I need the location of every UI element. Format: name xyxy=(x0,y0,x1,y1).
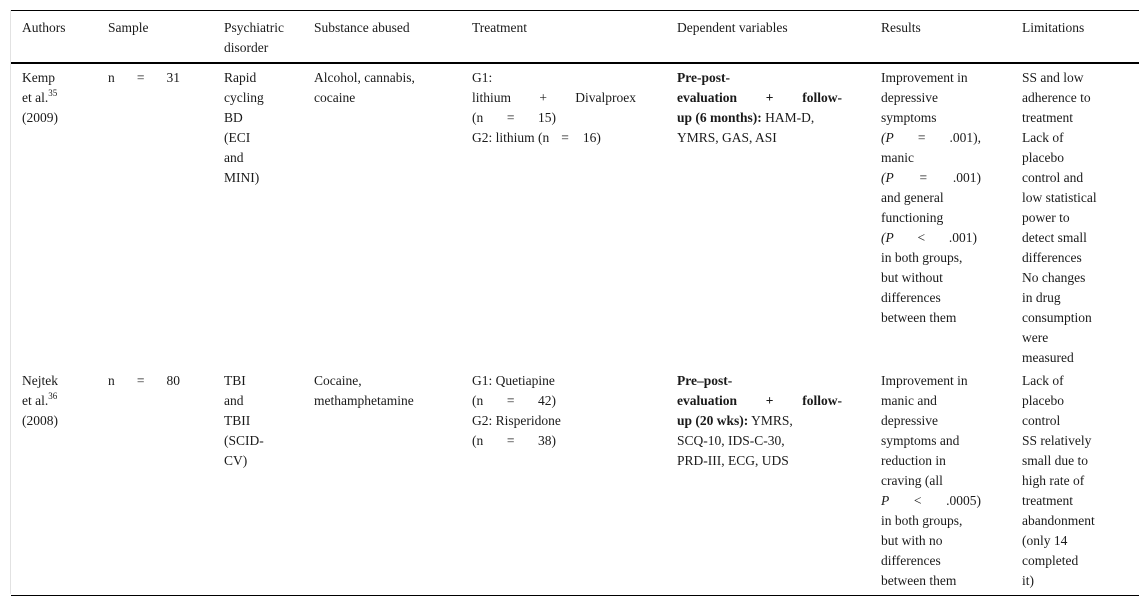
dependent-line: Pre-post- xyxy=(677,70,730,85)
study-table xyxy=(11,10,1139,596)
dependent-word: up (20 wks): xyxy=(677,413,749,428)
treatment-word: (n xyxy=(472,393,484,408)
results-word: = xyxy=(917,130,926,145)
treatment-word: = xyxy=(506,393,515,408)
treatment-line xyxy=(472,431,556,451)
disorder-line: TBI xyxy=(224,373,246,388)
limitations-line: Lack of xyxy=(1022,373,1064,388)
treatment-word: (n xyxy=(472,110,484,125)
results-line: in both groups, xyxy=(881,250,963,265)
dependent-line xyxy=(677,108,881,128)
sample-n: n xyxy=(108,70,115,85)
treatment-line xyxy=(472,108,556,128)
results-line: differences xyxy=(881,553,941,568)
results-word: < xyxy=(917,230,926,245)
dependent-line xyxy=(677,88,842,108)
sample-eq: = xyxy=(136,70,145,85)
results-word: (P xyxy=(881,170,894,185)
results-word: .0005) xyxy=(946,493,981,508)
results-word: (P xyxy=(881,130,894,145)
dependent-word: HAM-D, xyxy=(761,110,815,125)
treatment-word: 38) xyxy=(538,433,556,448)
header-substance: Substance abused xyxy=(314,20,410,35)
results-line: symptoms and xyxy=(881,433,960,448)
treatment-word: = xyxy=(506,110,515,125)
limitations-line: detect small xyxy=(1022,230,1087,245)
limitations-line: high rate of xyxy=(1022,473,1085,488)
disorder-line: and xyxy=(224,150,244,165)
authors-name: Kemp xyxy=(22,70,55,85)
limitations-line: (only 14 xyxy=(1022,533,1068,548)
results-word: (P xyxy=(881,230,894,245)
header-row xyxy=(11,11,1139,64)
treatment-line xyxy=(472,128,677,148)
sample-value xyxy=(108,68,180,88)
results-word: .001) xyxy=(952,170,981,185)
authors-etal-text: et al. xyxy=(22,393,49,408)
table-row xyxy=(11,63,1139,368)
results-line xyxy=(881,128,981,148)
limitations-line: adherence to xyxy=(1022,90,1091,105)
dependent-word: evaluation xyxy=(677,90,738,105)
dependent-line: YMRS, GAS, ASI xyxy=(677,130,777,145)
cell-dependent-variables xyxy=(677,368,881,596)
limitations-line: placebo xyxy=(1022,150,1064,165)
header-treatment: Treatment xyxy=(472,20,527,35)
disorder-line: BD xyxy=(224,110,243,125)
treatment-word: Divalproex xyxy=(575,90,636,105)
treatment-line: G2: Risperidone xyxy=(472,413,561,428)
substance-line: Alcohol, cannabis, xyxy=(314,70,415,85)
disorder-line: Rapid xyxy=(224,70,257,85)
results-line xyxy=(881,168,981,188)
results-line: differences xyxy=(881,290,941,305)
treatment-word: 16) xyxy=(582,130,601,145)
results-line: manic and xyxy=(881,393,937,408)
dependent-line: Pre–post- xyxy=(677,373,733,388)
cell-treatment xyxy=(472,63,677,368)
treatment-line xyxy=(472,88,636,108)
results-word: = xyxy=(919,170,928,185)
treatment-line: G1: Quetiapine xyxy=(472,373,555,388)
results-line: between them xyxy=(881,310,957,325)
limitations-line: consumption xyxy=(1022,310,1092,325)
results-word: P xyxy=(881,493,890,508)
results-line: craving (all xyxy=(881,473,943,488)
cell-disorder xyxy=(224,63,314,368)
cell-authors xyxy=(11,63,108,368)
limitations-line: were xyxy=(1022,330,1049,345)
dependent-line xyxy=(677,411,881,431)
header-sample: Sample xyxy=(108,20,149,35)
sample-number: 80 xyxy=(166,373,180,388)
treatment-word: = xyxy=(506,433,515,448)
results-line: in both groups, xyxy=(881,513,963,528)
limitations-line: abandonment xyxy=(1022,513,1095,528)
results-line xyxy=(881,228,977,248)
dependent-word: + xyxy=(765,393,774,408)
limitations-line: power to xyxy=(1022,210,1070,225)
authors-year: (2009) xyxy=(22,110,58,125)
table-row xyxy=(11,368,1139,596)
cell-sample xyxy=(108,63,224,368)
sample-number: 31 xyxy=(166,70,180,85)
header-psychiatric-disorder xyxy=(224,11,314,64)
cell-limitations xyxy=(1022,368,1139,596)
disorder-line: MINI) xyxy=(224,170,260,185)
dependent-word: follow- xyxy=(802,90,842,105)
header-psychiatric-line2: disorder xyxy=(224,40,269,55)
limitations-line: control and xyxy=(1022,170,1084,185)
results-line: but with no xyxy=(881,533,943,548)
limitations-line: it) xyxy=(1022,573,1034,588)
results-word: .001), xyxy=(949,130,981,145)
limitations-line: placebo xyxy=(1022,393,1064,408)
treatment-word: + xyxy=(539,90,547,105)
disorder-line: (ECI xyxy=(224,130,251,145)
dependent-word: YMRS, xyxy=(748,413,793,428)
treatment-line xyxy=(472,391,556,411)
results-line: functioning xyxy=(881,210,944,225)
dependent-line: SCQ-10, IDS-C-30, xyxy=(677,433,785,448)
limitations-line: SS and low xyxy=(1022,70,1084,85)
limitations-line: control xyxy=(1022,413,1061,428)
cell-sample xyxy=(108,368,224,596)
substance-line: methamphetamine xyxy=(314,393,414,408)
treatment-word: 42) xyxy=(538,393,556,408)
results-line: and general xyxy=(881,190,944,205)
results-line: but without xyxy=(881,270,943,285)
cell-treatment xyxy=(472,368,677,596)
disorder-line: cycling xyxy=(224,90,264,105)
dependent-word: follow- xyxy=(802,393,842,408)
limitations-line: No changes xyxy=(1022,270,1086,285)
dependent-line: PRD-III, ECG, UDS xyxy=(677,453,789,468)
cell-dependent-variables xyxy=(677,63,881,368)
results-line: reduction in xyxy=(881,453,946,468)
results-line: manic xyxy=(881,150,914,165)
substance-line: cocaine xyxy=(314,90,356,105)
cell-disorder xyxy=(224,368,314,596)
disorder-line: TBII xyxy=(224,413,251,428)
cell-limitations xyxy=(1022,63,1139,368)
reference-superscript: 36 xyxy=(48,391,58,401)
header-psychiatric-line1: Psychiatric xyxy=(224,20,284,35)
authors-etal xyxy=(22,391,108,411)
treatment-word: lithium xyxy=(472,90,512,105)
treatment-word: 15) xyxy=(538,110,556,125)
disorder-line: CV) xyxy=(224,453,248,468)
reference-superscript: 35 xyxy=(48,88,58,98)
dependent-word: + xyxy=(765,90,774,105)
limitations-line: low statistical xyxy=(1022,190,1097,205)
results-line: depressive xyxy=(881,90,938,105)
treatment-word: (n xyxy=(472,433,484,448)
study-table-frame xyxy=(10,10,1139,594)
treatment-word: G2: lithium (n xyxy=(472,130,550,145)
dependent-word: up (6 months): xyxy=(677,110,762,125)
limitations-line: measured xyxy=(1022,350,1074,365)
cell-authors xyxy=(11,368,108,596)
authors-etal-text: et al. xyxy=(22,90,49,105)
cell-results xyxy=(881,63,1022,368)
limitations-line: in drug xyxy=(1022,290,1061,305)
results-word: < xyxy=(913,493,922,508)
dependent-word: evaluation xyxy=(677,393,738,408)
header-dependent-variables: Dependent variables xyxy=(677,20,788,35)
limitations-line: completed xyxy=(1022,553,1079,568)
treatment-line: G1: xyxy=(472,70,493,85)
cell-substance xyxy=(314,368,472,596)
substance-line: Cocaine, xyxy=(314,373,362,388)
limitations-line: treatment xyxy=(1022,493,1073,508)
disorder-line: and xyxy=(224,393,244,408)
results-word: .001) xyxy=(948,230,977,245)
limitations-line: SS relatively xyxy=(1022,433,1092,448)
results-line: Improvement in xyxy=(881,70,968,85)
cell-substance xyxy=(314,63,472,368)
cell-results xyxy=(881,368,1022,596)
sample-n: n xyxy=(108,373,115,388)
disorder-line: (SCID- xyxy=(224,433,264,448)
limitations-line: differences xyxy=(1022,250,1082,265)
authors-etal xyxy=(22,88,108,108)
results-line: Improvement in xyxy=(881,373,968,388)
authors-name: Nejtek xyxy=(22,373,58,388)
header-limitations: Limitations xyxy=(1022,20,1085,35)
header-authors: Authors xyxy=(22,20,66,35)
limitations-line: small due to xyxy=(1022,453,1088,468)
header-results: Results xyxy=(881,20,921,35)
limitations-line: treatment xyxy=(1022,110,1073,125)
results-line: depressive xyxy=(881,413,938,428)
sample-value xyxy=(108,371,180,391)
results-line: symptoms xyxy=(881,110,937,125)
sample-eq: = xyxy=(136,373,145,388)
authors-year: (2008) xyxy=(22,413,58,428)
results-line: between them xyxy=(881,573,957,588)
results-line xyxy=(881,491,981,511)
treatment-word: = xyxy=(561,130,569,145)
dependent-line xyxy=(677,391,842,411)
limitations-line: Lack of xyxy=(1022,130,1064,145)
